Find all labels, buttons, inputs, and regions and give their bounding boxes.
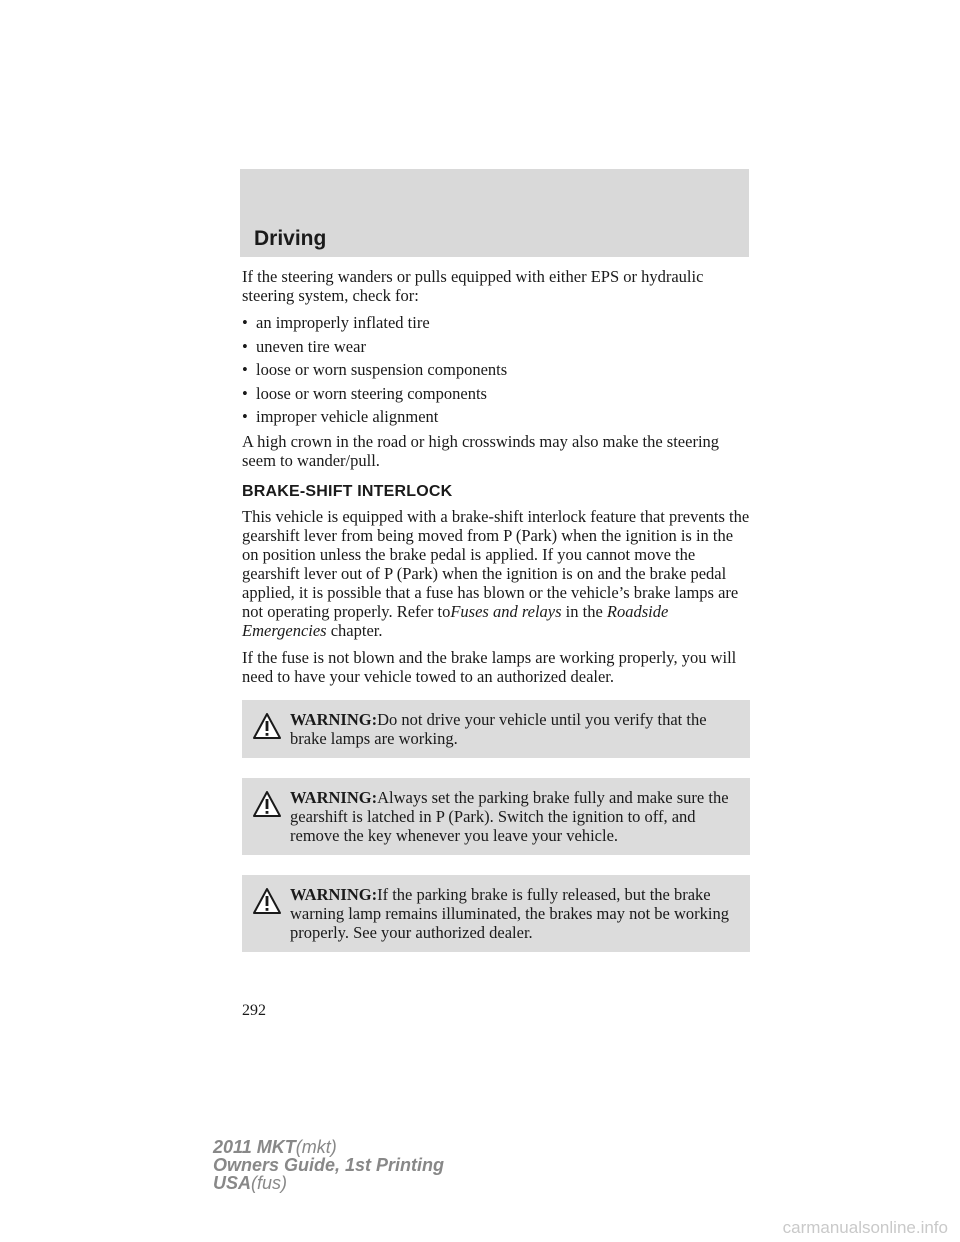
- bullet-icon: •: [242, 313, 248, 332]
- section-title: Driving: [254, 227, 327, 250]
- list-item: • improper vehicle alignment: [242, 407, 439, 426]
- list-item: • loose or worn suspension components: [242, 360, 508, 379]
- bullet-icon: •: [242, 360, 248, 379]
- list-item: • uneven tire wear: [242, 336, 366, 356]
- fuses-reference: Fuses and relays: [450, 602, 562, 621]
- warning-label: WARNING:: [290, 710, 378, 729]
- site-watermark: carmanualsonline.info: [782, 1218, 948, 1237]
- warning-text: If the parking brake is fully released, but the brake warning lamp remains illuminated, the brakes may not be working properly. See your authorized dealer.: [290, 885, 729, 942]
- footer-line-1: 2011 MKT(mkt): [213, 1137, 337, 1157]
- warning-triangle-icon: [252, 790, 282, 818]
- list-item: • an improperly inflated tire: [242, 313, 430, 332]
- page-number: 292: [242, 1002, 266, 1019]
- page-content: [242, 267, 750, 972]
- print-footer: [213, 1138, 444, 1192]
- warning-triangle-icon: [252, 887, 282, 915]
- check-list: [242, 313, 750, 426]
- bullet-icon: •: [242, 336, 248, 356]
- footer-line-2: Owners Guide, 1st Printing: [213, 1155, 445, 1175]
- warning-box: [242, 700, 750, 758]
- warning-text: Do not drive your vehicle until you verify that the brake lamps are working.: [290, 710, 707, 748]
- interlock-paragraph: This vehicle is equipped with a brake-shift interlock feature that prevents the gearshift lever from being moved from P (Park) when the ignition is in the on position unless the brake pedal is applied. If you cannot move the gearshift lever out of P (Park) when the ignition is on and the brake pedal applied, it is possible that a fuse has blown or the vehicle’s brake lamps are not operating properly. Refer toFuses and relays in the Roadside Emergencies chapter.: [242, 507, 750, 640]
- dealer-paragraph: If the fuse is not blown and the brake lamps are working properly, you will need to have your vehicle towed to an authorized dealer.: [242, 648, 737, 686]
- intro-paragraph: If the steering wanders or pulls equipped with either EPS or hydraulic steering system, check for:: [242, 267, 704, 305]
- roadside-reference: Roadside Emergencies: [242, 602, 669, 640]
- section-header-band: [240, 169, 749, 257]
- footer-line-3: USA(fus): [213, 1173, 288, 1193]
- crown-note: A high crown in the road or high crosswinds may also make the steering seem to wander/pull.: [242, 432, 720, 470]
- warning-label: WARNING:: [290, 788, 378, 807]
- warning-label: WARNING:: [290, 885, 378, 904]
- warning-box: [242, 875, 750, 952]
- section-heading: BRAKE-SHIFT INTERLOCK: [242, 483, 453, 500]
- list-item: • loose or worn steering components: [242, 383, 487, 403]
- bullet-icon: •: [242, 383, 248, 403]
- warning-box: [242, 778, 750, 855]
- warning-text: Always set the parking brake fully and make sure the gearshift is latched in P (Park). Switch the ignition to off, and remove the key whenever you leave your vehicle.: [290, 788, 729, 845]
- warning-triangle-icon: [252, 712, 282, 740]
- bullet-icon: •: [242, 407, 248, 426]
